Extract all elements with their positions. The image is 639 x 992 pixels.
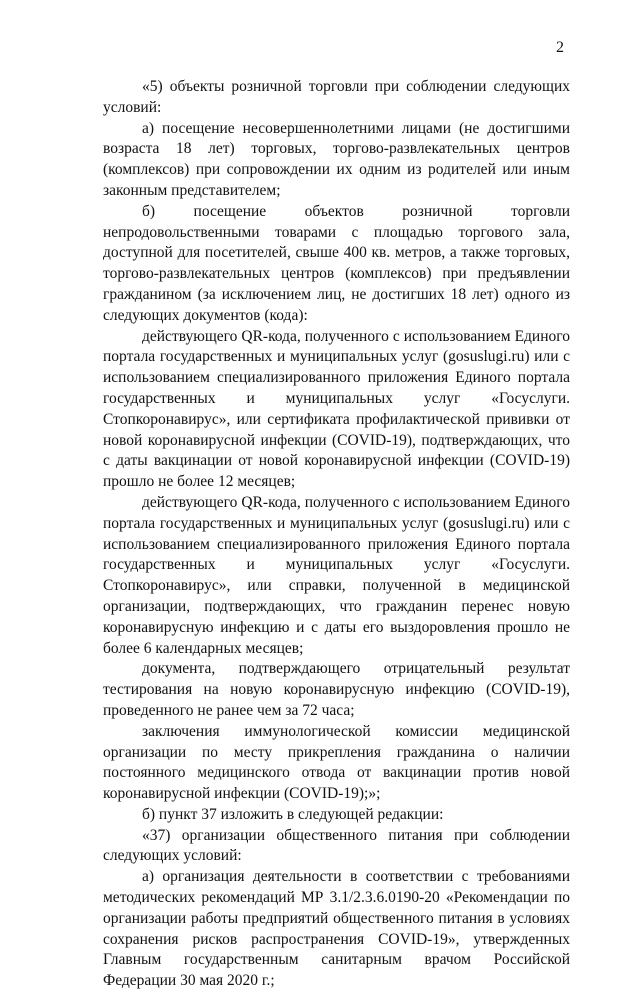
page-number: 2 bbox=[556, 39, 564, 56]
paragraph-subitem-b-large-stores: б) посещение объектов розничной торговли непродовольственными товарами с площадью торгового зала, доступной для посетителей, свыше 400 кв. метров, а также торговых, торгово-развлекательных центров (комплексов) при предъявлении гражданином (за исключением лиц, не достигших 18 лет) одного из следующих документов (кода): bbox=[103, 202, 570, 324]
paragraph-medical-exemption: заключения иммунологической комиссии медицинской организации по месту прикрепления гражданина о наличии постоянного медицинского отвода от вакцинации против новой коронавирусной инфекции (COVID-19);»; bbox=[103, 722, 570, 803]
paragraph-catering-subitem-a: а) организация деятельности в соответствии с требованиями методических рекомендаций МР 3.1/2.3.6.0190-20 «Рекомендации по организации работы предприятий общественного питания в условиях сохранения рисков распространения COVID-19», утвержденных Главным государственным санитарным врачом Российской Федерации 30 мая 2020 г.; bbox=[103, 868, 570, 990]
paragraph-item-5-retail: «5) объекты розничной торговли при соблюдении следующих условий: bbox=[103, 78, 570, 116]
document-body bbox=[103, 77, 570, 992]
paragraph-qr-recovery: действующего QR-кода, полученного с использованием Единого портала государственных и муниципальных услуг (gosuslugi.ru) или с использованием специализированного приложения Единого портала государственных и муниципальных услуг «Госуслуги. Стопкоронавирус», или справки, полученной в медицинской организации, подтверждающих, что гражданин перенес новую коронавирусную инфекцию и с даты его выздоровления прошло не более 6 календарных месяцев; bbox=[103, 493, 570, 657]
paragraph-item-37-catering: «37) организации общественного питания при соблюдении следующих условий: bbox=[103, 826, 570, 865]
paragraph-qr-vaccination: действующего QR-кода, полученного с использованием Единого портала государственных и муниципальных услуг (gosuslugi.ru) или с использованием специализированного приложения Единого портала государственных и муниципальных услуг «Госуслуги. Стопкоронавирус», или сертификата профилактической прививки от новой коронавирусной инфекции (COVID-19), подтверждающих, что с даты вакцинации от новой коронавирусной инфекции (COVID-19) прошло не более 12 месяцев; bbox=[103, 327, 570, 491]
paragraph-subitem-a-minors: а) посещение несовершеннолетними лицами (не достигшими возраста 18 лет) торговых, торгово-развлекательных центров (комплексов) при сопровождении их одним из родителей или иным законным представителем; bbox=[103, 119, 570, 199]
paragraph-negative-test: документа, подтверждающего отрицательный результат тестирования на новую коронавирусную инфекцию (COVID-19), проведенного не ранее чем за 72 часа; bbox=[103, 660, 570, 719]
paragraph-item-37-amendment: б) пункт 37 изложить в следующей редакции: bbox=[142, 805, 444, 823]
